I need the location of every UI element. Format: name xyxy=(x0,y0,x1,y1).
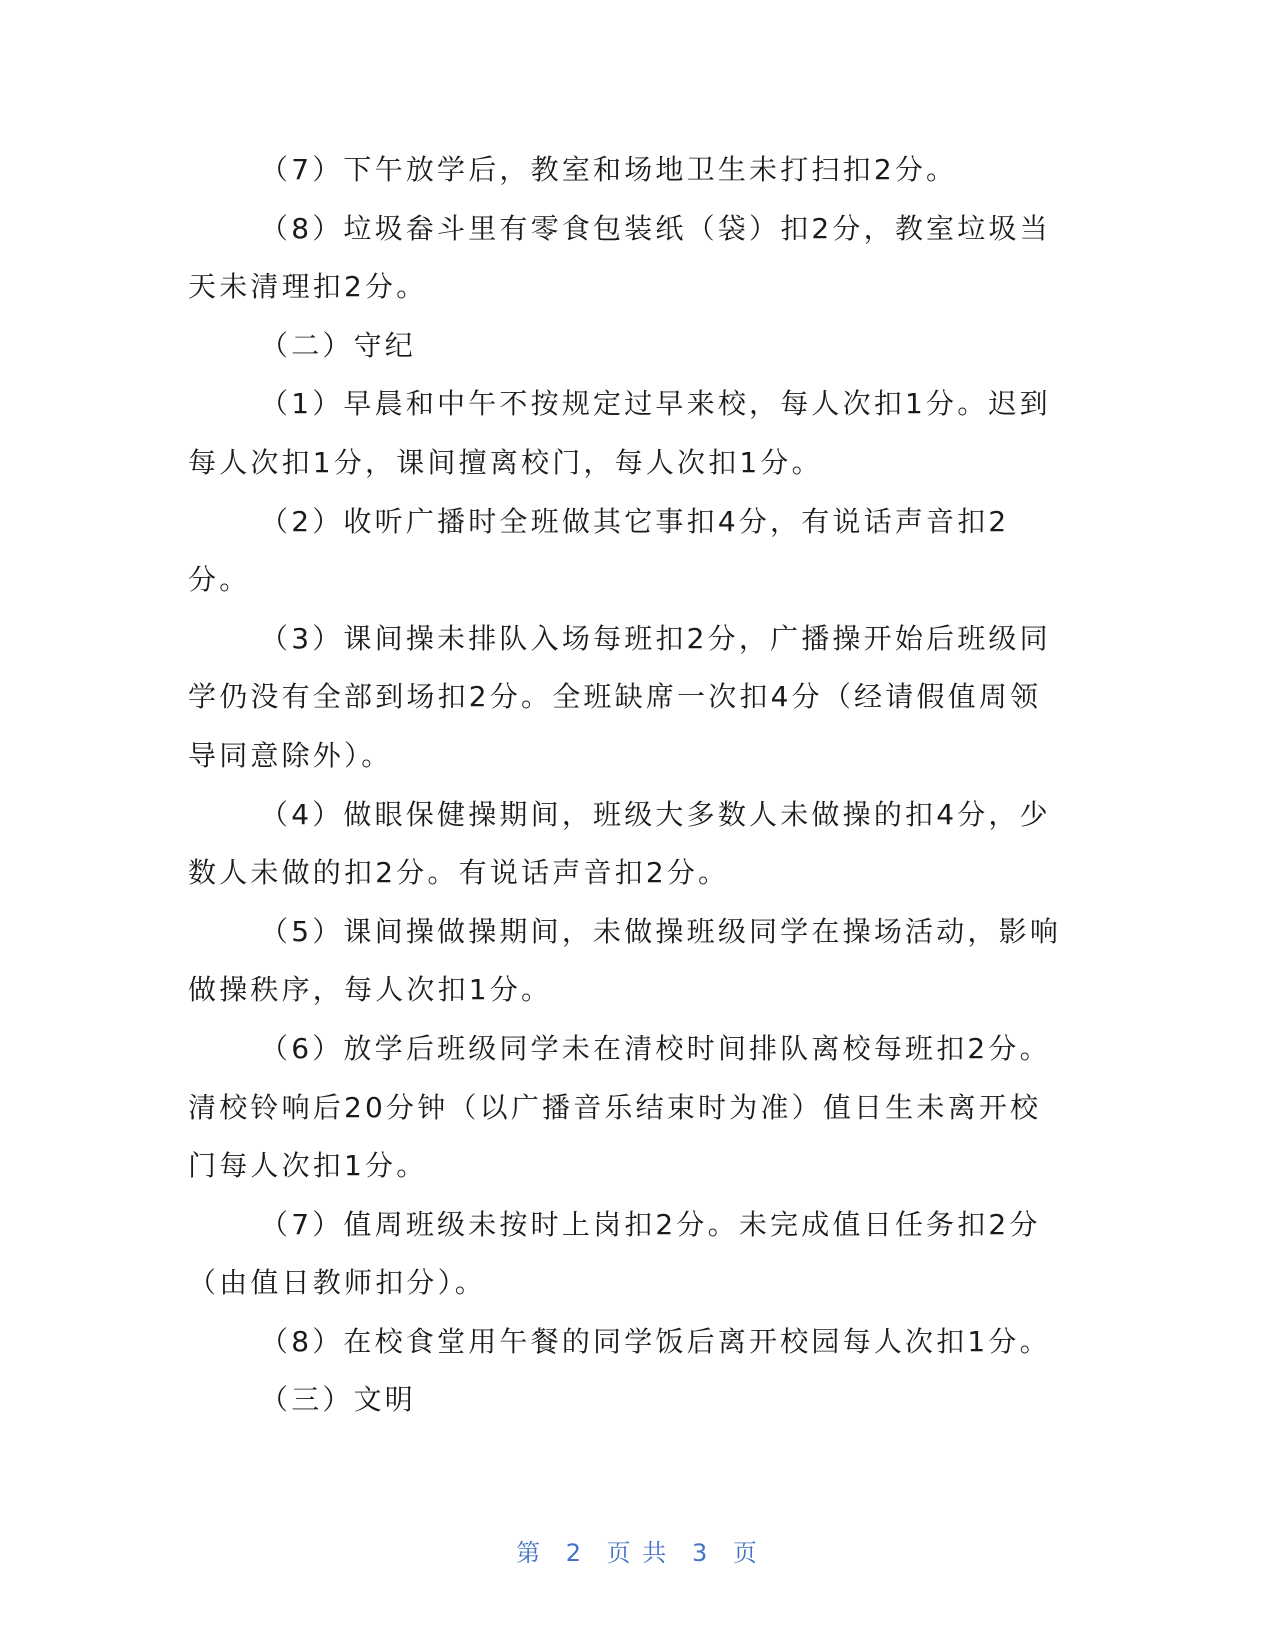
paragraph: （8）在校食堂用午餐的同学饭后离开校园每人次扣1分。 xyxy=(260,1324,1051,1358)
paragraph: （5）课间操做操期间，未做操班级同学在操场活动，影响做操秩序，每人次扣1分。 xyxy=(188,914,1062,1007)
footer-middle: 页 共 xyxy=(606,1539,669,1567)
paragraph: （4）做眼保健操期间，班级大多数人未做操的扣4分，少数人未做的扣2分。有说话声音扣2分。 xyxy=(188,797,1051,890)
page-footer xyxy=(0,1533,1275,1568)
paragraph: （6）放学后班级同学未在清校时间排队离校每班扣2分。清校铃响后20分钟（以广播音乐结束时为准）值日生未离开校门每人次扣1分。 xyxy=(188,1031,1051,1183)
footer-suffix: 页 xyxy=(732,1539,759,1567)
paragraph: （2）收听广播时全班做其它事扣4分，有说话声音扣2分。 xyxy=(188,504,1010,597)
paragraph: （8）垃圾畚斗里有零食包装纸（袋）扣2分，教室垃圾当天未清理扣2分。 xyxy=(188,211,1051,304)
document-body xyxy=(188,141,1068,1430)
paragraph: （7）下午放学后，教室和场地卫生未打扫扣2分。 xyxy=(260,153,958,186)
section-heading: （三）文明 xyxy=(260,1383,417,1417)
section-heading: （二）守纪 xyxy=(260,328,417,362)
paragraph: （1）早晨和中午不按规定过早来校，每人次扣1分。迟到每人次扣1分，课间擅离校门，每人次扣1分。 xyxy=(188,387,1051,479)
paragraph: （3）课间操未排队入场每班扣2分，广播操开始后班级同学仍没有全部到场扣2分。全班缺席一次扣4分（经请假值周领导同意除外）。 xyxy=(188,621,1051,772)
paragraph: （7）值周班级未按时上岗扣2分。未完成值日任务扣2分（由值日教师扣分）。 xyxy=(188,1207,1041,1300)
total-page-number: 3 xyxy=(691,1539,710,1567)
current-page-number: 2 xyxy=(565,1539,584,1567)
footer-prefix: 第 xyxy=(516,1539,543,1567)
